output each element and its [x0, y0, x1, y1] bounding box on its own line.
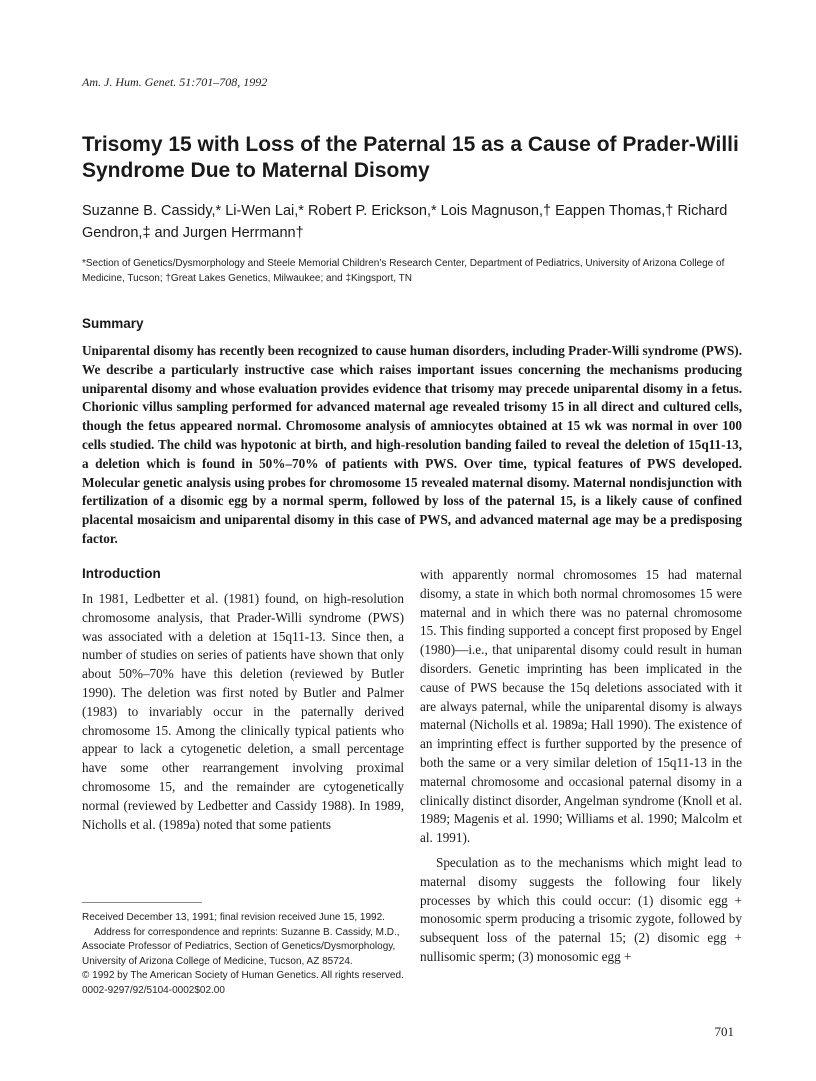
intro-paragraph-2: with apparently normal chromosomes 15 had maternal disomy, a state in which both normal chromosomes 15 were maternal and in which there was no paternal chromosome 15. This finding supported a concept first proposed by Engel (1980)—i.e., that uniparental disomy could result in human disorders. Genetic imprinting has been implicated in the cause of PWS because the 15q deletions associated with it are always paternal, while the uniparental disomy is always maternal (Nicholls et al. 1989a; Hall 1990). The existence of an imprinting effect is further supported by the presence of both the same or a very similar deletion of 15q11-13 in the maternal chromosome and occasional paternal disomy in a clinically distinct disorder, Angelman syndrome (Knoll et al. 1989; Magenis et al. 1990; Williams et al. 1990; Malcolm et al. 1991).: [420, 567, 742, 846]
footnote-divider: [82, 902, 202, 903]
left-column: [82, 590, 404, 834]
summary-abstract: Uniparental disomy has recently been recognized to cause human disorders, including Prader-Willi syndrome (PWS). We describe a particularly instructive case which raises important issues concerning the mechanisms producing uniparental disomy and whose evaluation provides evidence that trisomy may precede uniparental disomy in a fetus. Chorionic villus sampling performed for advanced maternal age revealed trisomy 15 in all direct and cultured cells, though the fetus appeared normal. Chromosome analysis of amniocytes obtained at 15 wk was normal in over 100 cells studied. The child was hypotonic at birth, and high-resolution banding failed to reveal the deletion of 15q11-13, a deletion which is found in 50%–70% of patients with PWS. Over time, typical features of PWS developed. Molecular genetic analysis using probes for chromosome 15 revealed maternal disomy. Maternal nondisjunction with fertilization of a disomic egg by a normal sperm, followed by loss of the paternal 15, is a likely cause of confined placental mosaicism and uniparental disomy in this case of PWS, and advanced maternal age may be a predisposing factor.: [82, 343, 742, 546]
correspondence-address: Address for correspondence and reprints: Suzanne B. Cassidy, M.D., Associate Professor of Pediatrics, Section of Genetics/Dysmorphology, University of Arizona College of Medicine, Tucson, AZ 85724.: [82, 926, 400, 967]
summary-heading: Summary: [82, 316, 144, 331]
author-list: Suzanne B. Cassidy,* Li-Wen Lai,* Robert P. Erickson,* Lois Magnuson,† Eappen Thomas,† Richard Gendron,‡ and Jurgen Herrmann†: [82, 203, 728, 241]
introduction-heading: Introduction: [82, 566, 161, 581]
issn-code: 0002-9297/92/5104-0002$02.00: [82, 984, 225, 996]
intro-paragraph-1: In 1981, Ledbetter et al. (1981) found, on high-resolution chromosome analysis, that Prader-Willi syndrome (PWS) was associated with a deletion at 15q11-13. Since then, a number of studies on series of patients have shown that only about 50%–70% have this deletion (reviewed by Butler 1990). The deletion was first noted by Butler and Palmer (1983) to invariably occur in the paternally derived chromosome 15. Among the clinically typical patients who appear to lack a cytogenetic deletion, a small percentage have some other rearrangement involving proximal chromosome 15, and the remainder are cytogenetically normal (reviewed by Ledbetter and Cassidy 1988). In 1989, Nicholls et al. (1989a) noted that some patients: [82, 591, 404, 832]
author-affiliations: *Section of Genetics/Dysmorphology and Steele Memorial Children’s Research Center, Department of Pediatrics, University of Arizona College of Medicine, Tucson; †Great Lakes Genetics, Milwaukee; and ‡Kingsport, TN: [82, 258, 725, 284]
right-column: [420, 566, 742, 967]
intro-paragraph-3: Speculation as to the mechanisms which might lead to maternal disomy suggests the following four likely processes by which this could occur: (1) disomic egg + monosomic sperm producing a trisomic zygote, followed by subsequent loss of the paternal 15; (2) disomic egg + nullisomic sperm; (3) monosomic egg +: [420, 854, 742, 964]
article-title: Trisomy 15 with Loss of the Paternal 15 as a Cause of Prader-Willi Syndrome Due to Maternal Disomy: [82, 133, 739, 182]
footnotes: [82, 902, 404, 998]
page-number: 701: [714, 1024, 734, 1039]
journal-reference: Am. J. Hum. Genet. 51:701–708, 1992: [82, 75, 268, 89]
copyright-notice: © 1992 by The American Society of Human Genetics. All rights reserved.: [82, 970, 404, 981]
received-dates: Received December 13, 1991; final revision received June 15, 1992.: [82, 912, 385, 923]
